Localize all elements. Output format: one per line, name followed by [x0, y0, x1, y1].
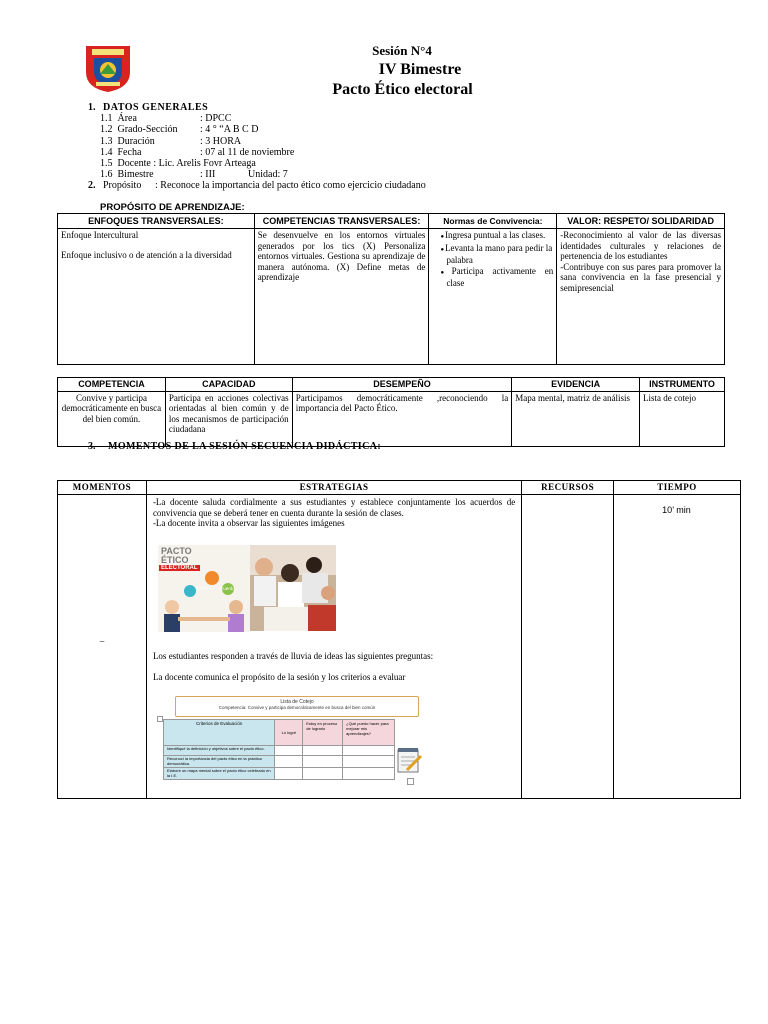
norma-item: ● Ingresa puntual a las clases. — [446, 230, 553, 243]
momento-cell — [58, 495, 147, 799]
lista-cotejo-image — [157, 692, 425, 786]
poster-title-2: ÉTICO — [161, 555, 189, 565]
competencias-transversales-cell: Se desenvuelve en los entornos virtuales generados por los tics (X) Personaliza entornos virtuales. Gestiona su aprendizaje de manera autónoma. (X) Define metas de aprendizaje — [254, 229, 429, 365]
datos-row-fecha: 1.4 Fecha — [100, 147, 142, 158]
header-valor: VALOR: RESPETO/ SOLIDARIDAD — [557, 214, 725, 229]
header-evidencia: EVIDENCIA — [512, 378, 640, 392]
header-tiempo: TIEMPO — [614, 481, 741, 495]
estrategia-proposito: La docente comunica el propósito de la sesión y los criterios a evaluar — [152, 672, 406, 682]
datos-row-duracion: 1.3 Duración — [100, 136, 155, 147]
proposito-table — [57, 213, 725, 365]
norma-item: ● Levanta la mano para pedir la palabra — [446, 243, 553, 266]
datos-value-bimestre: : III — [200, 169, 216, 180]
datos-value-area: : DPCC — [200, 113, 232, 124]
datos-value-unidad: Unidad: 7 — [248, 169, 288, 180]
datos-value-fecha: : 07 al 11 de noviembre — [200, 147, 295, 158]
header-estrategias: ESTRATEGIAS — [146, 481, 521, 495]
header-competencias-transversales: COMPETENCIAS TRANSVERSALES: — [254, 214, 429, 229]
students-photo — [250, 545, 336, 631]
header-enfoques: ENFOQUES TRANSVERSALES: — [58, 214, 255, 229]
proposito-row: 2. Propósito — [88, 180, 142, 191]
proposito-value: : Reconoce la importancia del pacto ético como ejercicio ciudadano — [155, 180, 426, 191]
enfoques-cell — [58, 229, 255, 365]
norma-item: ● Participa activamente en clase — [446, 266, 553, 289]
aprendizaje-title: PROPÓSITO DE APRENDIZAJE: — [100, 202, 245, 213]
datos-generales-heading: 1. DATOS GENERALES — [88, 102, 209, 113]
datos-value-grado: : 4 ° “A B C D — [200, 124, 259, 135]
normas-cell — [429, 229, 557, 365]
datos-row-docente: 1.5 Docente : Lic. Arelis Fovr Arteaga — [100, 158, 256, 169]
desempeno-cell: Participamos democráticamente ,reconociendo la importancia del Pacto Ético. — [292, 391, 512, 446]
cotejo-table — [163, 719, 395, 780]
header-recursos: RECURSOS — [522, 481, 614, 495]
valor-item: -Reconocimiento al valor de las diversas identidades culturales y relaciones de pertenencia de los estudiantes — [560, 230, 721, 261]
estrategia-imagenes: -La docente invita a observar las siguientes imágenes — [152, 518, 345, 528]
tiempo-cell — [614, 495, 741, 799]
capacidad-cell: Participa en acciones colectivas orientadas al bien común y de los mecanismos de participación ciudadana — [165, 391, 292, 446]
instrumento-cell: Lista de cotejo — [640, 391, 725, 446]
competencia-table — [57, 377, 725, 447]
header-instrumento: INSTRUMENTO — [640, 378, 725, 392]
cotejo-row: Elaboré un mapa mental sobre el pacto ético celebrado en la I.E. — [164, 768, 275, 780]
header-normas: Normas de Convivencia: — [429, 214, 557, 229]
bimester-title: IV Bimestre — [378, 61, 462, 78]
estrategia-saludo: -La docente saluda cordialmente a sus estudiantes y establece conjuntamente los acuerdos de convivencia que se deberá tener en cuenta durante la sesión de clases. — [152, 497, 516, 518]
enfoque-inclusivo: Enfoque inclusivo o de atención a la diversidad — [61, 249, 232, 260]
cotejo-col-proceso: Estoy en proceso de lograrlo — [303, 720, 343, 746]
cotejo-col-criterios: Criterios de Evaluación — [164, 720, 275, 746]
pacto-etico-poster — [158, 545, 250, 632]
poster-bubble-respeto: Respeto — [196, 585, 213, 590]
poster-title-1: PACTO — [161, 546, 192, 556]
datos-row-bimestre: 1.6 Bimestre — [100, 169, 154, 180]
competencia-cell: Convive y participa democráticamente en busca del bien común. — [58, 391, 166, 446]
cotejo-frame — [175, 696, 419, 717]
cotejo-corner-icon — [407, 778, 414, 785]
school-logo — [82, 42, 134, 94]
datos-row-area: 1.1 Área — [100, 113, 137, 124]
poster-bubble-acuerdo: Acuerdo — [218, 586, 235, 591]
session-title: Pacto Ético electoral — [332, 81, 473, 98]
header-momentos: MOMENTOS — [58, 481, 147, 495]
cotejo-row: Identifiqué la definición y objetivos sobre el pacto ético. — [164, 746, 275, 756]
cotejo-row: Reconocí la importancia del pacto ético en la práctica democrática. — [164, 756, 275, 768]
header-competencia: COMPETENCIA — [58, 378, 166, 392]
tiempo-value: 10’ min — [662, 505, 691, 515]
notepad-icon — [395, 746, 423, 774]
recursos-cell — [522, 495, 614, 799]
session-number: Sesión N°4 — [372, 43, 432, 58]
cotejo-col-logre: Lo logré — [275, 720, 303, 746]
valor-cell — [557, 229, 725, 365]
datos-row-grado: 1.2 Grado-Sección — [100, 124, 178, 135]
header-desempeno: DESEMPEÑO — [292, 378, 512, 392]
estrategia-lluvia-ideas: Los estudiantes responden a través de lluvia de ideas las siguientes preguntas: — [152, 650, 434, 661]
poster-title-3: ELECTORAL — [161, 565, 198, 571]
evidencia-cell: Mapa mental, matriz de análisis — [512, 391, 640, 446]
enfoque-intercultural: Enfoque Intercultural — [61, 230, 139, 240]
valor-item: -Contribuye con sus pares para promover la sana convivencia en la fase presencial y semipresencial — [560, 261, 721, 293]
cotejo-subtitle: Competencia: Convive y participa democráticamente en busca del bien común — [218, 705, 376, 710]
momentos-heading: 3. MOMENTOS DE LA SESIÓN SECUENCIA DIDÁCTICA: — [88, 441, 382, 452]
cotejo-col-mejorar: ¿Qué puedo hacer para mejorar mis aprendizajes? — [343, 720, 395, 746]
cotejo-title: Lista de Cotejo — [280, 699, 314, 705]
datos-value-duracion: : 3 HORA — [200, 136, 242, 147]
momento-dash: – — [99, 636, 105, 647]
header-capacidad: CAPACIDAD — [165, 378, 292, 392]
